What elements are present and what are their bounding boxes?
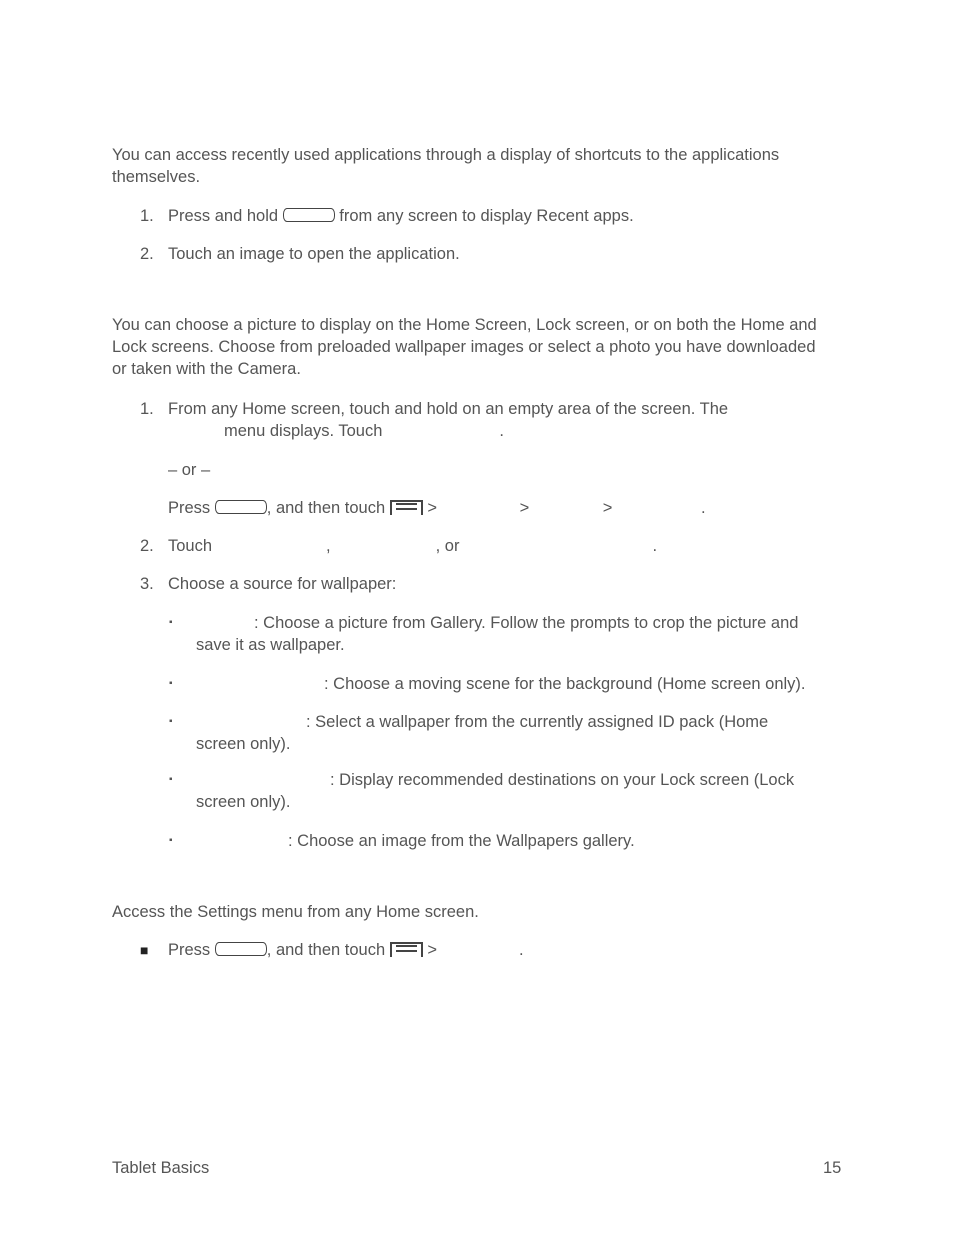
home-key-icon	[215, 500, 267, 514]
source-live-wallpapers-line-1: : Choose a moving scene for the background (Home screen only).	[324, 675, 806, 693]
recent-apps-intro: You can access recently used applications through a display of shortcuts to the applications themselves.	[112, 146, 780, 186]
footer-section: Tablet Basics	[112, 1159, 210, 1177]
settings-bullet-icon: ■	[140, 942, 149, 958]
or-separator: – or –	[168, 461, 211, 479]
source-gallery-line-1: : Choose a picture from Gallery. Follow the prompts to crop the picture and	[254, 614, 799, 632]
footer-page-number: 15	[823, 1159, 842, 1177]
wallpaper-step-1-line-2: menu displays. Touch .	[224, 422, 504, 440]
source-bullet-icon: ▪	[169, 678, 173, 689]
home-key-icon	[283, 208, 335, 222]
wallpaper-step-3-number: 3.	[140, 575, 154, 593]
settings-intro: Access the Settings menu from any Home screen.	[112, 903, 479, 921]
source-id-wallpapers-line-1: : Select a wallpaper from the currently assigned ID pack (Home	[306, 713, 769, 731]
wallpaper-step-1-line-1: From any Home screen, touch and hold on an empty area of the screen. The	[168, 400, 729, 418]
source-id-wallpapers-line-2: screen only).	[196, 735, 291, 753]
source-bullet-icon: ▪	[169, 774, 173, 785]
source-travel-line-2: screen only).	[196, 793, 291, 811]
source-bullet-icon: ▪	[169, 716, 173, 727]
wallpaper-alt-path: Press , and then touch > > > .	[168, 499, 706, 517]
recent-step-1: Press and hold from any screen to display Recent apps.	[168, 207, 634, 225]
source-wallpapers-line-1: : Choose an image from the Wallpapers gallery.	[288, 832, 635, 850]
recent-step-2: Touch an image to open the application.	[168, 245, 460, 263]
settings-step: Press , and then touch > .	[168, 941, 524, 959]
source-gallery-line-2: save it as wallpaper.	[196, 636, 345, 654]
wallpaper-step-3: Choose a source for wallpaper:	[168, 575, 397, 593]
menu-icon	[390, 942, 423, 957]
wallpaper-step-1-number: 1.	[140, 400, 154, 418]
recent-step-1-number: 1.	[140, 207, 154, 225]
source-bullet-icon: ▪	[169, 617, 173, 628]
source-travel-line-1: : Display recommended destinations on your Lock screen (Lock	[330, 771, 795, 789]
wallpaper-step-2: Touch , , or .	[168, 537, 658, 555]
source-bullet-icon: ▪	[169, 835, 173, 846]
wallpaper-intro: You can choose a picture to display on the Home Screen, Lock screen, or on both the Home and Lock screens. Choose from preloaded wallpaper images or select a photo you have downloaded or taken with the Camera.	[112, 316, 817, 378]
menu-icon	[390, 500, 423, 515]
recent-step-2-number: 2.	[140, 245, 154, 263]
wallpaper-step-2-number: 2.	[140, 537, 154, 555]
home-key-icon	[215, 942, 267, 956]
